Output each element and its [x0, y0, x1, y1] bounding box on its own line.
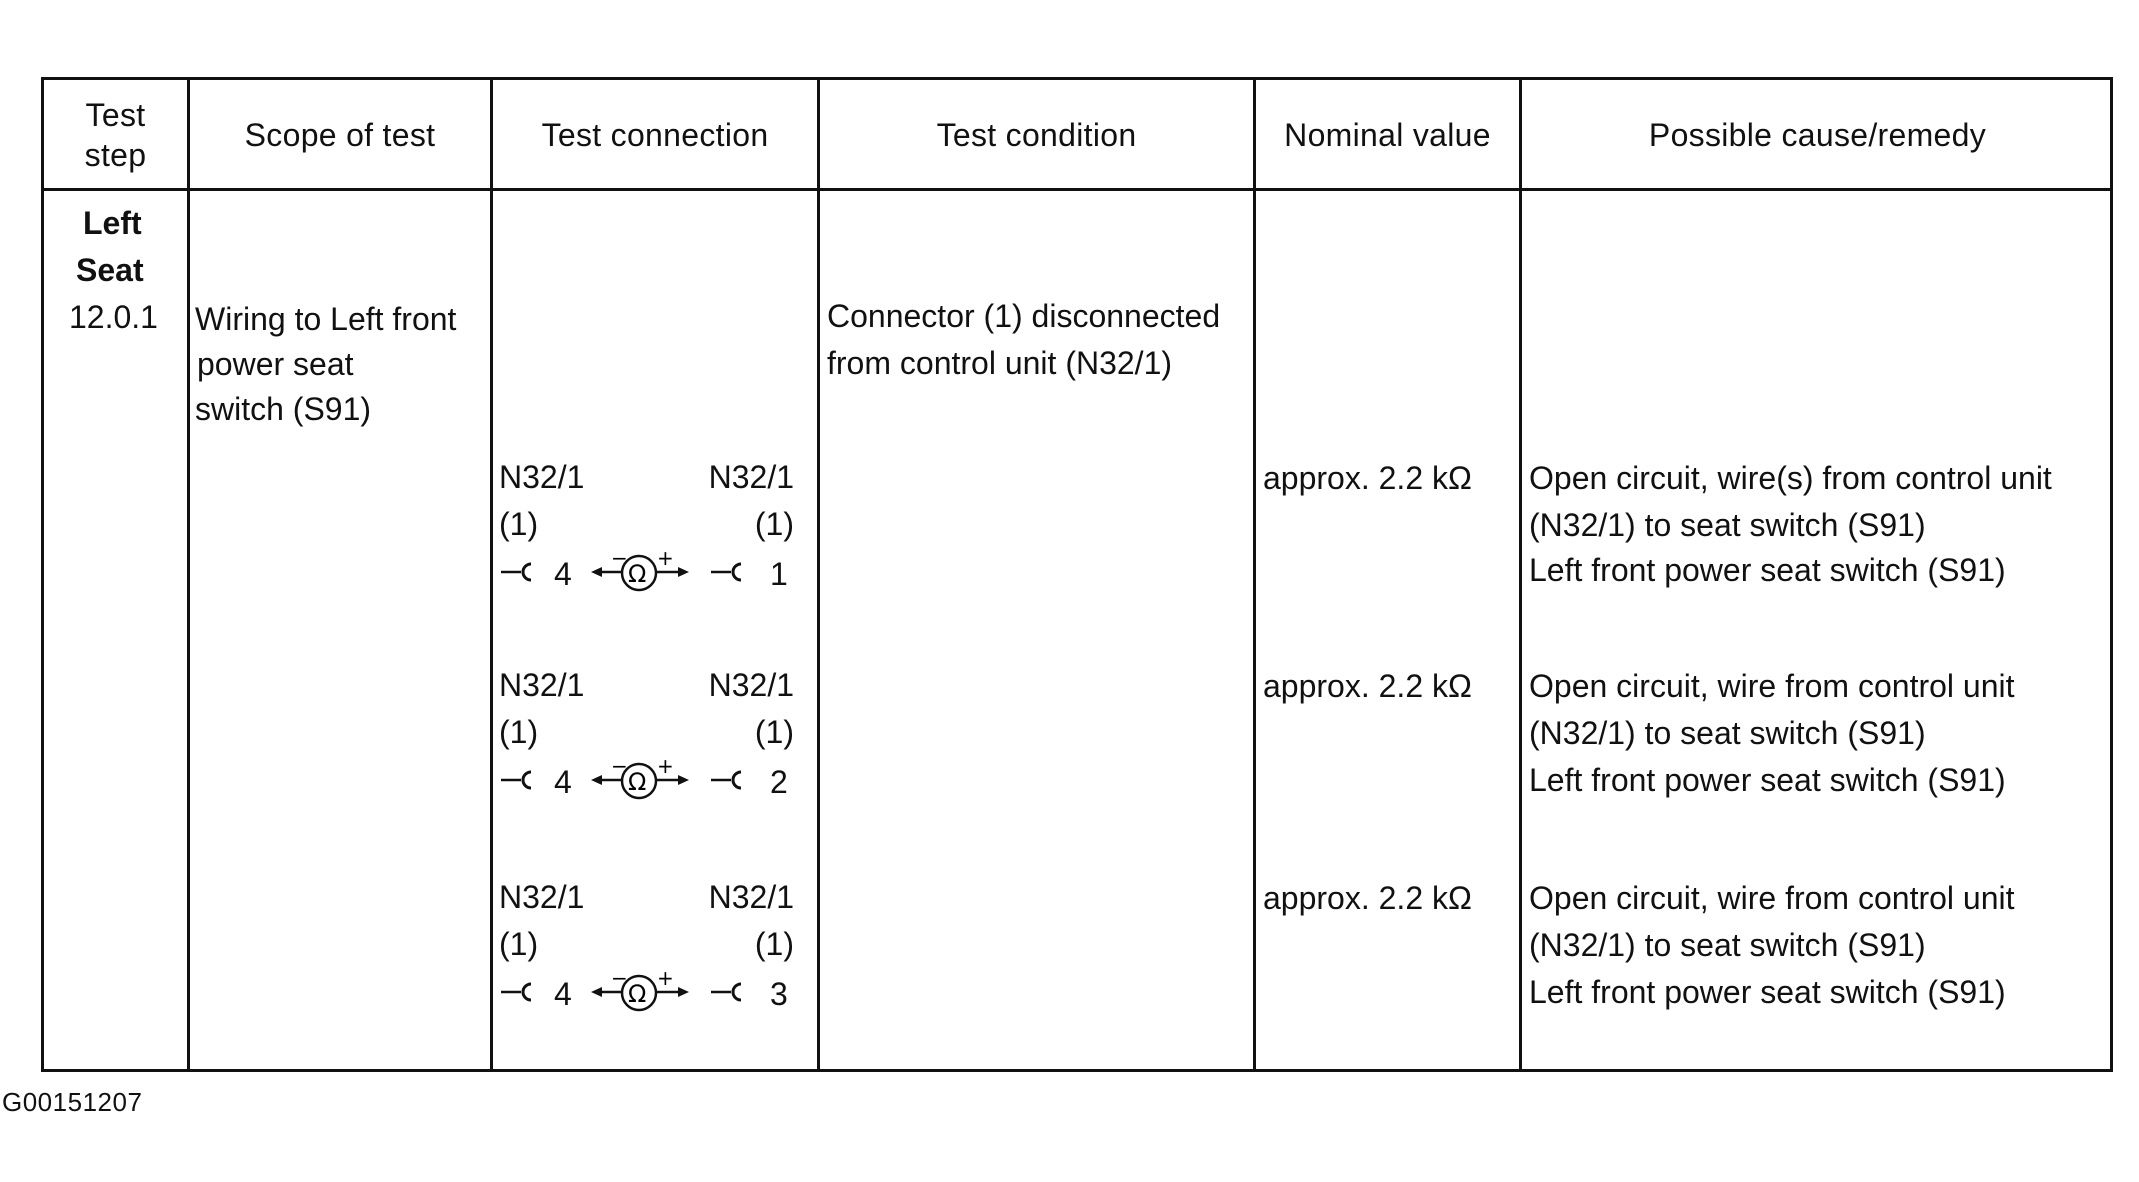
cause-line: (N32/1) to seat switch (S91) — [1529, 715, 1926, 751]
cause-line: (N32/1) to seat switch (S91) — [1529, 507, 1926, 543]
ohm-symbol: Ω — [628, 768, 647, 796]
column-divider — [1253, 80, 1256, 1069]
nominal-value: approx. 2.2 kΩ — [1263, 460, 1472, 496]
header-scope — [190, 80, 490, 190]
header-condition — [820, 80, 1253, 190]
minus-sign: − — [611, 968, 628, 990]
left-connector-label: (1) — [499, 506, 539, 542]
scope-line: Wiring to Left front — [195, 301, 457, 337]
nominal-value: approx. 2.2 kΩ — [1263, 668, 1472, 704]
ohm-symbol: Ω — [628, 560, 647, 588]
left-pin: 4 — [554, 556, 572, 592]
header-cause-label: Possible cause/remedy — [1648, 117, 1987, 153]
left-component-label: N32/1 — [499, 667, 585, 703]
header-test-step-label: Test step — [84, 97, 147, 173]
left-component-label: N32/1 — [499, 459, 585, 495]
left-pin: 4 — [554, 764, 572, 800]
figure-id: G00151207 — [2, 1087, 143, 1117]
cause-line: Left front power seat switch (S91) — [1529, 552, 2006, 588]
step-number: 12.0.1 — [69, 299, 158, 335]
header-nominal-label: Nominal value — [1284, 117, 1491, 153]
plus-sign: + — [657, 548, 674, 570]
test-connection-diagram — [499, 454, 794, 595]
plus-sign: + — [657, 968, 674, 990]
minus-sign: − — [611, 548, 628, 570]
step-group-line1: Left — [83, 205, 142, 241]
right-connector-label: (1) — [754, 926, 794, 962]
header-nominal — [1256, 80, 1519, 190]
column-divider — [817, 80, 820, 1069]
header-connection — [493, 80, 817, 190]
cause-line: (N32/1) to seat switch (S91) — [1529, 927, 1926, 963]
scope-line: power seat — [197, 346, 354, 382]
cause-line: Left front power seat switch (S91) — [1529, 974, 2006, 1010]
nominal-value: approx. 2.2 kΩ — [1263, 880, 1472, 916]
ohmmeter-icon — [499, 548, 794, 595]
right-connector-label: (1) — [754, 714, 794, 750]
column-divider — [1519, 80, 1522, 1069]
cause-line: Left front power seat switch (S91) — [1529, 762, 2006, 798]
right-pin: 3 — [770, 976, 788, 1012]
test-connection-diagram — [499, 874, 794, 1015]
header-cause — [1522, 80, 2113, 190]
plus-sign: + — [657, 756, 674, 778]
right-pin: 2 — [770, 764, 788, 800]
left-pin: 4 — [554, 976, 572, 1012]
header-scope-label: Scope of test — [244, 117, 436, 153]
ohmmeter-icon — [499, 968, 794, 1015]
ohmmeter-icon — [499, 756, 794, 803]
right-connector-label: (1) — [754, 506, 794, 542]
minus-sign: − — [611, 756, 628, 778]
left-connector-label: (1) — [499, 926, 539, 962]
header-test-step — [44, 80, 187, 190]
left-connector-label: (1) — [499, 714, 539, 750]
condition-line: Connector (1) disconnected — [827, 298, 1221, 334]
column-divider — [490, 80, 493, 1069]
step-group-line2: Seat — [76, 252, 144, 288]
header-condition-label: Test condition — [936, 117, 1137, 153]
header-connection-label: Test connection — [541, 117, 769, 153]
right-component-label: N32/1 — [708, 879, 794, 915]
column-divider — [187, 80, 190, 1069]
test-connection-diagram — [499, 662, 794, 803]
cause-line: Open circuit, wire from control unit — [1529, 668, 2015, 704]
cause-line: Open circuit, wire from control unit — [1529, 880, 2015, 916]
test-table — [41, 77, 2113, 1072]
right-component-label: N32/1 — [708, 459, 794, 495]
cause-line: Open circuit, wire(s) from control unit — [1529, 460, 2052, 496]
left-component-label: N32/1 — [499, 879, 585, 915]
right-component-label: N32/1 — [708, 667, 794, 703]
right-pin: 1 — [770, 556, 788, 592]
condition-line: from control unit (N32/1) — [827, 345, 1173, 381]
ohm-symbol: Ω — [628, 980, 647, 1008]
scope-line: switch (S91) — [195, 391, 372, 427]
